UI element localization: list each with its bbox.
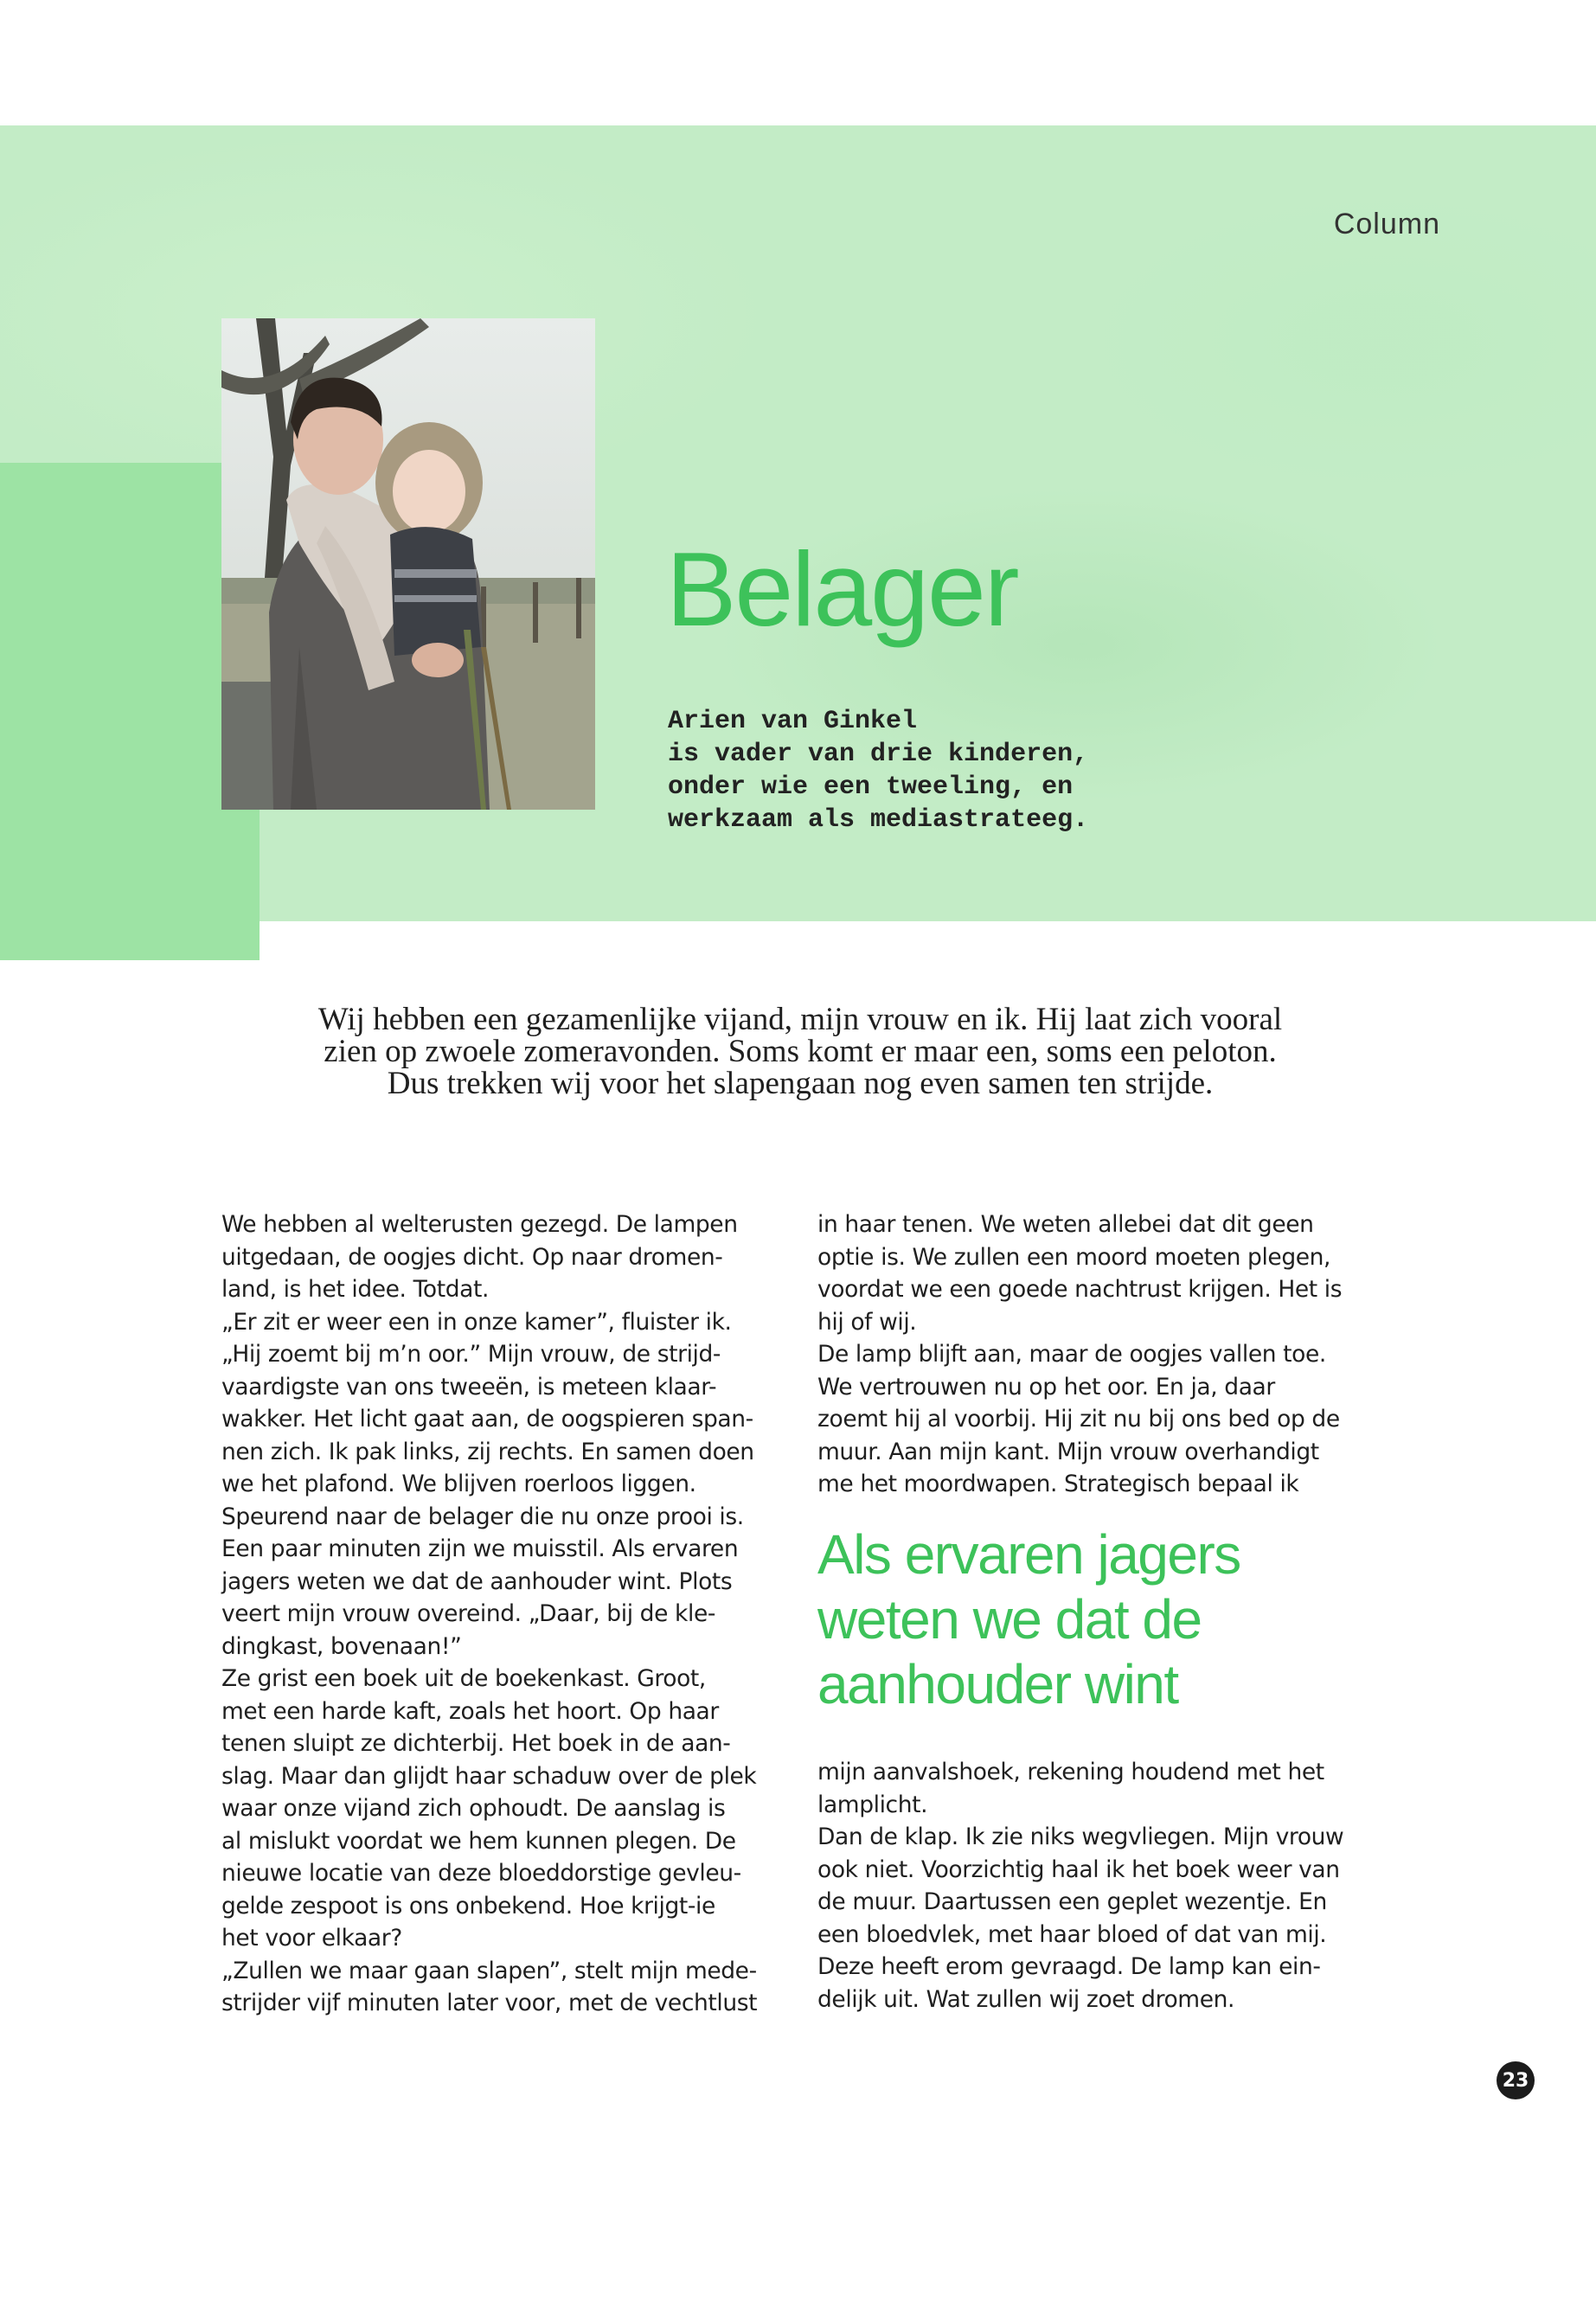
page-number: 23 xyxy=(1497,2061,1535,2099)
body-line: Deze heeft erom gevraagd. De lamp kan ein- xyxy=(817,1953,1321,1980)
body-line: al mislukt voordat we hem kunnen plegen. De xyxy=(221,1827,736,1855)
body-line: wakker. Het licht gaat aan, de oogspieren span- xyxy=(221,1406,753,1433)
body-line: nen zich. Ik pak links, zij rechts. En samen doen xyxy=(221,1438,754,1465)
pull-quote-line: weten we dat de xyxy=(817,1588,1202,1650)
body-line: het voor elkaar? xyxy=(221,1925,402,1952)
body-line: delijk uit. Wat zullen wij zoet dromen. xyxy=(817,1985,1235,2013)
author-bio xyxy=(668,705,1204,836)
body-line: land, is het idee. Totdat. xyxy=(221,1276,489,1303)
body-column-right-bottom xyxy=(817,1756,1388,2016)
body-line: we het plafond. We blijven roerloos liggen. xyxy=(221,1471,696,1497)
bio-line: is vader van drie kinderen, xyxy=(668,740,1089,769)
body-line: „Zullen we maar gaan slapen”, stelt mijn mede- xyxy=(221,1957,757,1984)
body-line: dingkast, bovenaan!” xyxy=(221,1632,462,1660)
author-photo xyxy=(221,318,595,810)
body-line: lamplicht. xyxy=(817,1791,928,1818)
intro-line: Dus trekken wij voor het slapengaan nog even samen ten strijde. xyxy=(387,1066,1214,1101)
bio-line: werkzaam als mediastrateeg. xyxy=(668,805,1089,835)
body-line: jagers weten we dat de aanhouder wint. Plots xyxy=(221,1567,733,1595)
body-line: een bloedvlek, met haar bloed of dat van mij. xyxy=(817,1920,1327,1948)
body-line: Een paar minuten zijn we muisstil. Als ervaren xyxy=(221,1535,739,1562)
body-line: „Hij zoemt bij m’n oor.” Mijn vrouw, de strijd- xyxy=(221,1341,721,1368)
body-line: mijn aanvalshoek, rekening houdend met het xyxy=(817,1759,1324,1785)
body-line: nieuwe locatie van deze bloeddorstige gevleu- xyxy=(221,1860,741,1887)
body-line: uitgedaan, de oogjes dicht. Op naar dromen- xyxy=(221,1243,723,1271)
body-line: vaardigste van ons tweeën, is meteen klaar- xyxy=(221,1373,717,1400)
body-line: de muur. Daartussen een geplet wezentje. En xyxy=(817,1888,1327,1915)
bio-line: Arien van Ginkel xyxy=(668,707,918,736)
intro-line: zien op zwoele zomeravonden. Soms komt er maar een, soms een peloton. xyxy=(324,1034,1277,1069)
body-line: strijder vijf minuten later voor, met de vechtlust xyxy=(221,1990,758,2016)
intro-lead xyxy=(225,1003,1375,1099)
decorative-green-block xyxy=(0,463,260,960)
pull-quote-line: aanhouder wint xyxy=(817,1653,1178,1715)
body-line: ook niet. Voorzichtig haal ik het boek weer van xyxy=(817,1856,1340,1883)
pull-quote xyxy=(817,1522,1371,1717)
section-label: Column xyxy=(1333,208,1440,240)
body-line: me het moordwapen. Strategisch bepaal ik xyxy=(817,1471,1299,1497)
bio-line: onder wie een tweeling, en xyxy=(668,772,1074,802)
body-line: „Er zit er weer een in onze kamer”, fluister ik. xyxy=(221,1308,732,1336)
body-line: optie is. We zullen een moord moeten plegen, xyxy=(817,1243,1331,1271)
body-line: voordat we een goede nachtrust krijgen. Het is xyxy=(817,1276,1343,1303)
body-line: in haar tenen. We weten allebei dat dit geen xyxy=(817,1211,1314,1238)
body-line: Speurend naar de belager die nu onze prooi is. xyxy=(221,1503,744,1530)
body-line: waar onze vijand zich ophoudt. De aanslag is xyxy=(221,1795,726,1822)
body-line: Ze grist een boek uit de boekenkast. Groot, xyxy=(221,1665,706,1692)
body-line: zoemt hij al voorbij. Hij zit nu bij ons bed op de xyxy=(817,1406,1340,1433)
body-line: muur. Aan mijn kant. Mijn vrouw overhandigt xyxy=(817,1438,1319,1465)
body-line: Dan de klap. Ik zie niks wegvliegen. Mijn vrouw xyxy=(817,1823,1344,1850)
body-line: We hebben al welterusten gezegd. De lampen xyxy=(221,1211,738,1238)
body-line: slag. Maar dan glijdt haar schaduw over de plek xyxy=(221,1762,757,1790)
body-line: met een harde kaft, zoals het hoort. Op haar xyxy=(221,1697,719,1725)
body-line: gelde zespoot is ons onbekend. Hoe krijgt-ie xyxy=(221,1892,715,1920)
body-line: tenen sluipt ze dichterbij. Het boek in de aan- xyxy=(221,1730,731,1757)
article-title: Belager xyxy=(666,530,1018,648)
body-line: veert mijn vrouw overeind. „Daar, bij de kle- xyxy=(221,1600,716,1627)
body-line: hij of wij. xyxy=(817,1308,917,1336)
body-column-left xyxy=(221,1208,792,2020)
body-column-right-top xyxy=(817,1208,1388,1501)
pull-quote-line: Als ervaren jagers xyxy=(817,1523,1240,1586)
intro-line: Wij hebben een gezamenlijke vijand, mijn vrouw en ik. Hij laat zich vooral xyxy=(317,1002,1283,1037)
body-line: We vertrouwen nu op het oor. En ja, daar xyxy=(817,1373,1275,1400)
body-line: De lamp blijft aan, maar de oogjes vallen toe. xyxy=(817,1341,1326,1368)
